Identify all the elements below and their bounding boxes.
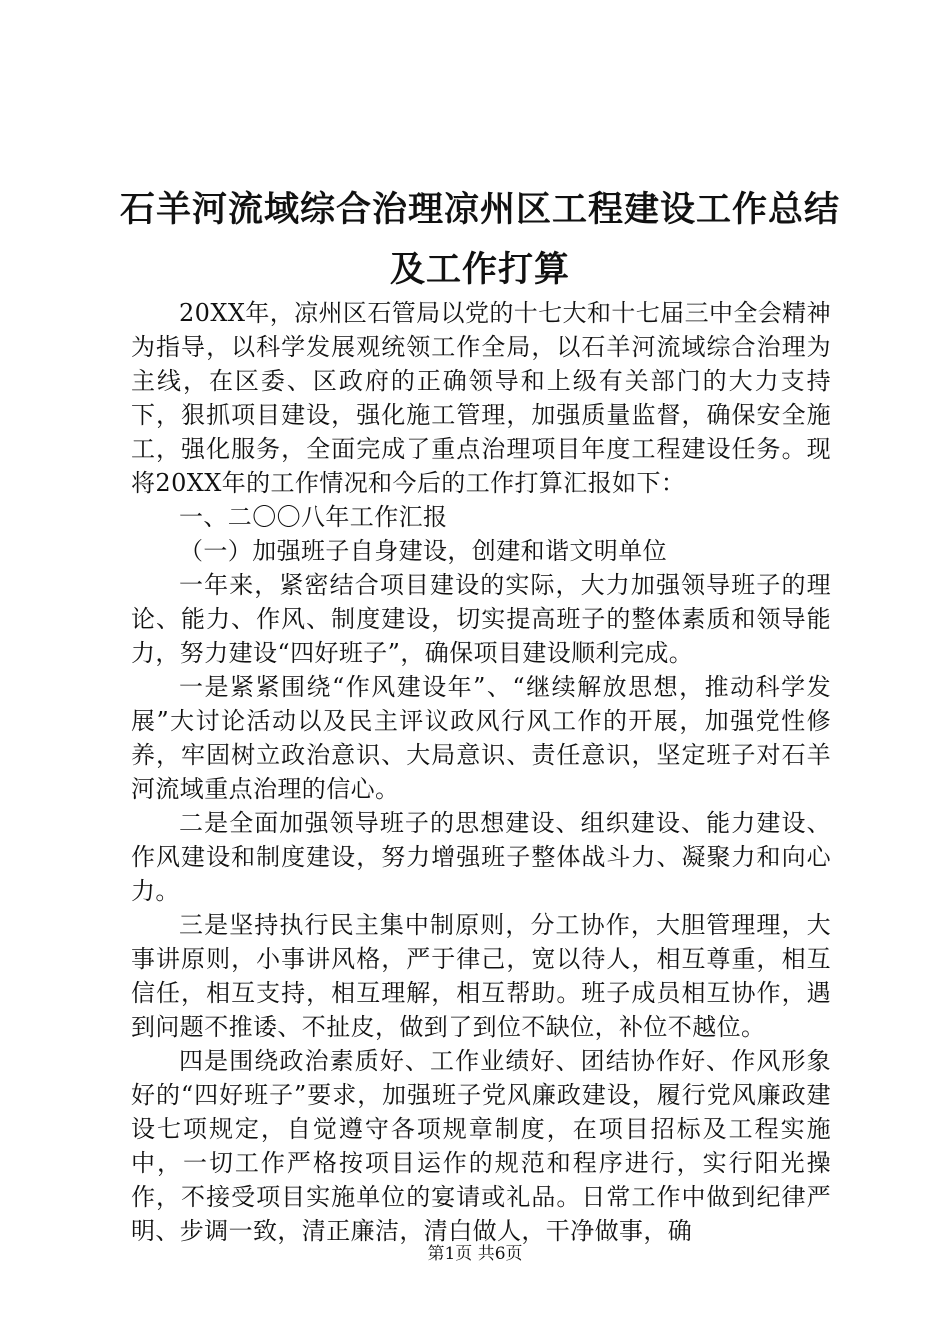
document-body (131, 296, 831, 1248)
document-title-line-1: 石羊河流域综合治理凉州区工程建设工作总结 (120, 189, 841, 230)
paragraph: 一年来，紧密结合项目建设的实际，大力加强领导班子的理论、能力、作风、制度建设，切实提高班子的整体素质和领导能力，努力建设“四好班子”，确保项目建设顺利完成。 (131, 571, 831, 667)
subsection-heading: （一）加强班子自身建设，创建和谐文明单位 (179, 537, 667, 565)
paragraph: 四是围绕政治素质好、工作业绩好、团结协作好、作风形象好的“四好班子”要求，加强班子党风廉政建设，履行党风廉政建设七项规定，自觉遵守各项规章制度，在项目招标及工程实施中，一切工作严格按项目运作的规范和程序进行，实行阳光操作，不接受项目实施单位的宴请或礼品。日常工作中做到纪律严明、步调一致，清正廉洁，清白做人，干净做事，确 (131, 1047, 831, 1245)
page-footer: 第1页 共6页 (427, 1244, 523, 1264)
paragraph: 一是紧紧围绕“作风建设年”、“继续解放思想，推动科学发展”大讨论活动以及民主评议政风行风工作的开展，加强党性修养，牢固树立政治意识、大局意识、责任意识，坚定班子对石羊河流域重点治理的信心。 (131, 673, 831, 803)
paragraph: 三是坚持执行民主集中制原则，分工协作，大胆管理理，大事讲原则，小事讲风格，严于律己，宽以待人，相互尊重，相互信任，相互支持，相互理解，相互帮助。班子成员相互协作，遇到问题不推诿、不扯皮，做到了到位不缺位，补位不越位。 (131, 911, 831, 1041)
document-title-line-2: 及工作打算 (389, 249, 570, 290)
paragraph-intro: 20XX年，凉州区石管局以党的十七大和十七届三中全会精神为指导，以科学发展观统领工作全局，以石羊河流域综合治理为主线，在区委、区政府的正确领导和上级有关部门的大力支持下，狠抓项目建设，强化施工管理，加强质量监督，确保安全施工，强化服务，全面完成了重点治理项目年度工程建设任务。现将20XX年的工作情况和今后的工作打算汇报如下： (131, 299, 831, 497)
paragraph: 二是全面加强领导班子的思想建设、组织建设、能力建设、作风建设和制度建设，努力增强班子整体战斗力、凝聚力和向心力。 (131, 809, 831, 905)
section-heading: 一、二〇〇八年工作汇报 (179, 503, 448, 531)
